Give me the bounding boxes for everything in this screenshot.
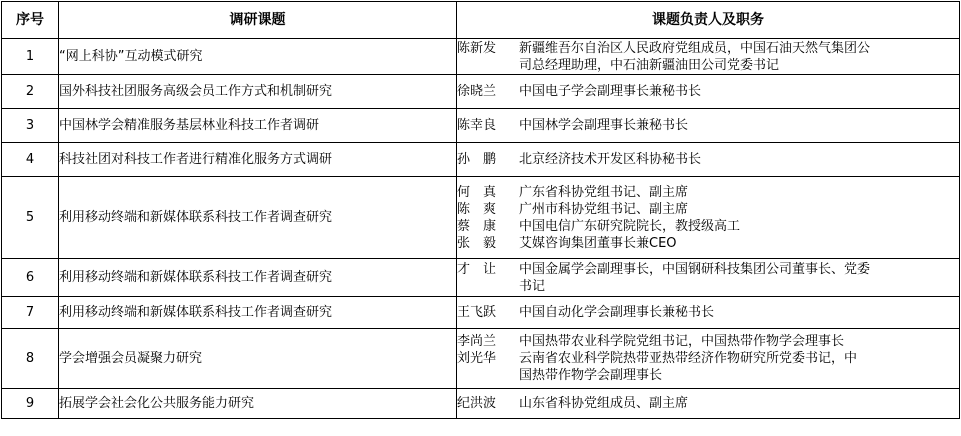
row-number: 6 [2,259,59,297]
research-topic: 学会增强会员凝聚力研究 [59,329,457,389]
person-name: 陈 爽 [457,201,497,217]
person-line [457,235,959,252]
header-no: 序号 [2,2,59,39]
research-topic: 利用移动终端和新媒体联系科技工作者调查研究 [59,177,457,259]
table-row [2,297,960,329]
table-row [2,259,960,297]
person-line [457,57,959,74]
row-number: 2 [2,75,59,109]
responsible-person-cell [457,329,960,389]
table-row [2,177,960,259]
person-line [457,367,959,384]
table-row [2,389,960,419]
responsible-person-cell [457,109,960,143]
person-role: 中国电子学会副理事长兼秘书长 [519,84,702,99]
responsible-person-cell [457,389,960,419]
research-topic: 国外科技社团服务高级会员工作方式和机制研究 [59,75,457,109]
person-name: 王飞跃 [457,305,497,320]
person-line [457,201,959,218]
person-role: 中国金属学会副理事长，中国钢研科技集团公司董事长、党委 [519,261,871,277]
person-role: 北京经济技术开发区科协秘书长 [519,152,702,167]
person-role: 国热带作物学会副理事长 [519,368,663,383]
person-line [457,83,959,100]
table-row [2,109,960,143]
person-name: 徐晓兰 [457,84,497,99]
row-number: 5 [2,177,59,259]
person-line [457,278,959,295]
person-role: 中国热带农业科学院党组书记，中国热带作物学会理事长 [519,334,845,349]
person-role: 书记 [519,278,546,294]
person-role: 艾媒咨询集团董事长兼CEO [519,235,677,251]
header-topic: 调研课题 [59,2,457,39]
research-topic: 科技社团对科技工作者进行精准化服务方式调研 [59,143,457,177]
table-row [2,143,960,177]
row-number: 9 [2,389,59,419]
person-role: 山东省科协党组成员、副主席 [519,396,689,411]
row-number: 1 [2,39,59,75]
person-role: 司总经理助理，中石油新疆油田公司党委书记 [519,57,780,73]
responsible-person-cell [457,177,960,259]
person-line [457,151,959,168]
header-row [2,2,960,39]
research-topic: “网上科协”互动模式研究 [59,39,457,75]
person-name: 蔡 康 [457,218,497,234]
person-name: 纪洪波 [457,396,497,411]
person-name: 才 让 [457,261,497,277]
person-name: 孙 鹏 [457,152,497,167]
person-line [457,350,959,367]
person-line [457,304,959,321]
person-role: 中国林学会副理事长兼秘书长 [519,118,689,133]
person-name: 何 真 [457,184,497,200]
person-role: 广州市科协党组书记、副主席 [519,201,689,217]
responsible-person-cell [457,297,960,329]
table-row [2,75,960,109]
person-name: 李尚兰 [457,334,497,349]
research-topic: 利用移动终端和新媒体联系科技工作者调查研究 [59,259,457,297]
row-number: 7 [2,297,59,329]
row-number: 8 [2,329,59,389]
responsible-person-cell [457,143,960,177]
person-role: 新疆维吾尔自治区人民政府党组成员，中国石油天然气集团公 [519,40,871,56]
person-line [457,333,959,350]
person-name: 刘光华 [457,351,497,366]
table-row [2,39,960,75]
person-name: 张 毅 [457,235,497,251]
row-number: 3 [2,109,59,143]
research-topic: 拓展学会社会化公共服务能力研究 [59,389,457,419]
person-role: 中国电信广东研究院院长，教授级高工 [519,218,741,234]
responsible-person-cell [457,75,960,109]
table-row [2,329,960,389]
responsible-person-cell [457,259,960,297]
person-role: 中国自动化学会副理事长兼秘书长 [519,305,715,320]
person-line [457,218,959,235]
header-person: 课题负责人及职务 [457,2,960,39]
row-number: 4 [2,143,59,177]
person-name: 陈新发 [457,40,497,56]
person-role: 云南省农业科学院热带亚热带经济作物研究所党委书记，中 [519,351,858,366]
person-line [457,395,959,412]
person-line [457,184,959,201]
research-topic: 利用移动终端和新媒体联系科技工作者调查研究 [59,297,457,329]
research-topic: 中国林学会精准服务基层林业科技工作者调研 [59,109,457,143]
person-name: 陈幸良 [457,118,497,133]
person-line [457,261,959,278]
responsible-person-cell [457,39,960,75]
person-line [457,117,959,134]
person-role: 广东省科协党组书记、副主席 [519,184,689,200]
person-line [457,40,959,57]
research-topics-table [1,1,960,419]
